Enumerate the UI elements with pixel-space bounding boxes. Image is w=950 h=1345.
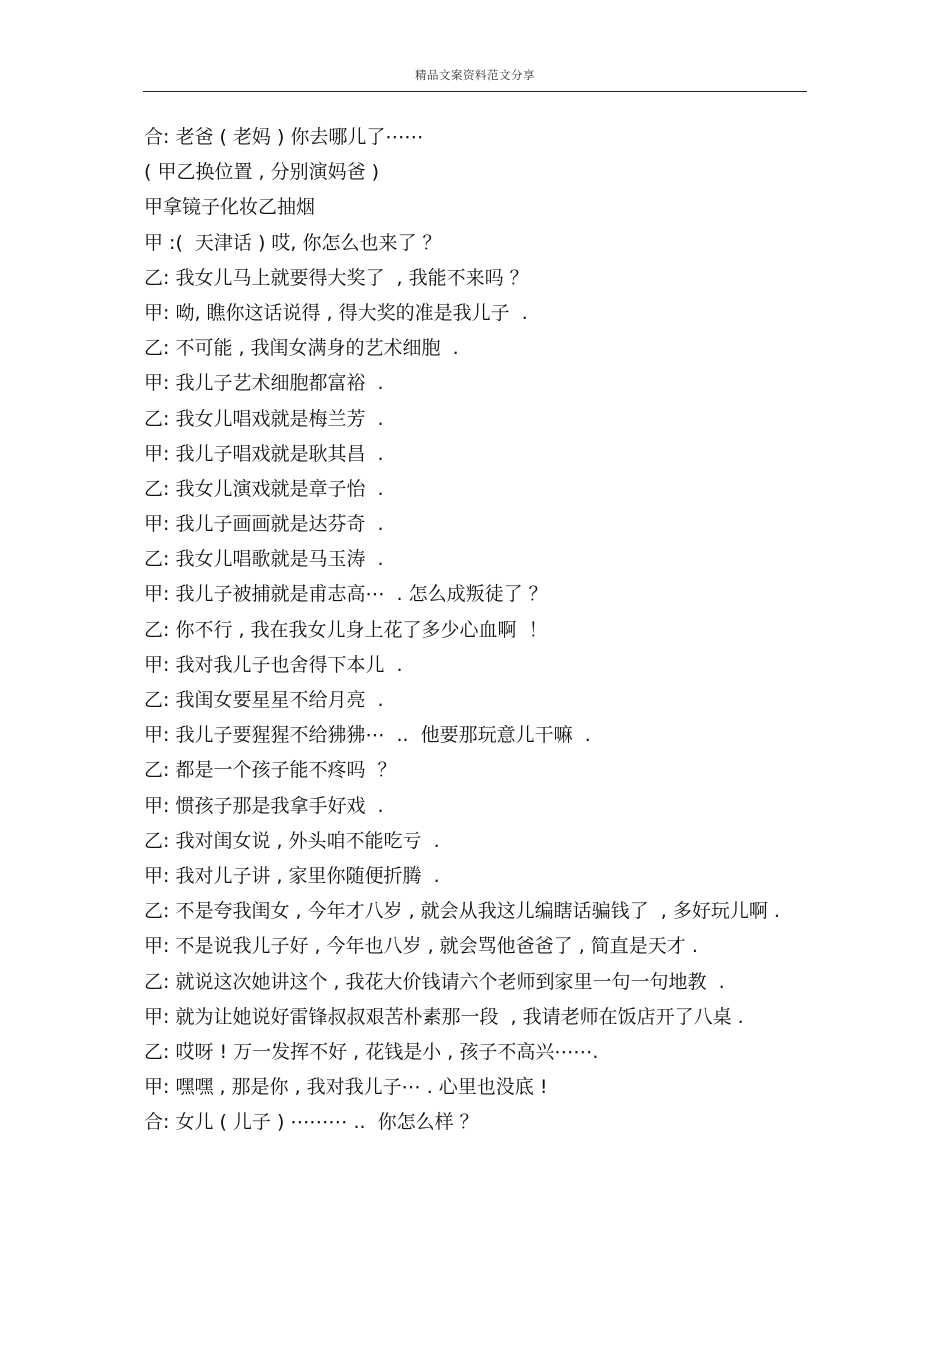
dialogue-line: 甲 :( 天津话 ) 哎, 你怎么也来了 ？ xyxy=(144,231,442,254)
dialogue-line: 甲: 我儿子被捕就是甫志高⋯ . 怎么成叛徒了 ？ xyxy=(144,583,548,606)
dialogue-line: 甲: 我儿子画画就是达芬奇 . xyxy=(144,513,384,536)
dialogue-line: 乙: 我闺女要星星不给月亮 . xyxy=(144,689,384,711)
dialogue-line: 乙: 哎呀 ! 万一发挥不好 , 花钱是小 , 孩子不高兴⋯⋯. xyxy=(144,1040,599,1063)
dialogue-line: 甲: 惯孩子那是我拿手好戏 . xyxy=(144,794,384,817)
dialogue-line: 乙: 我女儿唱歌就是马玉涛 . xyxy=(144,548,384,571)
dialogue-line: 甲: 我儿子艺术细胞都富裕 . xyxy=(144,372,384,395)
dialogue-line: 甲: 我儿子唱戏就是耿其昌 . xyxy=(144,442,384,465)
page-header xyxy=(143,64,807,92)
dialogue-line: 乙: 不可能 , 我闺女满身的艺术细胞 . xyxy=(144,337,459,360)
stage-direction: 甲拿镜子化妆乙抽烟 xyxy=(144,196,316,219)
dialogue-line: 甲: 我对我儿子也舍得下本儿 . xyxy=(144,653,403,676)
dialogue-line: 甲: 嘿嘿 , 那是你 , 我对我儿子⋯ . 心里也没底 ! xyxy=(144,1076,548,1099)
dialogue-line: 乙: 我女儿演戏就是章子怡 . xyxy=(144,477,384,500)
dialogue-line: 乙: 你不行 , 我在我女儿身上花了多少心血啊 ！ xyxy=(144,618,548,641)
script-body xyxy=(144,120,808,1140)
dialogue-line: 乙: 不是夸我闺女 , 今年才八岁 , 就会从我这儿编瞎话骗钱了 , 多好玩儿啊 . xyxy=(144,900,780,923)
dialogue-line: 合: 老爸 ( 老妈 ) 你去哪儿了⋯⋯ xyxy=(144,126,424,148)
dialogue-line: 甲: 我儿子要猩猩不给狒狒⋯ .. 他要那玩意儿干嘛 . xyxy=(144,724,591,747)
dialogue-line: 甲: 不是说我儿子好 , 今年也八岁 , 就会骂他爸爸了 , 简直是天才 . xyxy=(144,935,698,958)
header-title: 精品文案资料范文分享 xyxy=(415,68,535,82)
dialogue-line: 乙: 都是一个孩子能不疼吗 ？ xyxy=(144,759,397,782)
dialogue-line: 甲: 我对儿子讲 , 家里你随便折腾 . xyxy=(144,864,440,887)
dialogue-line: 甲: 就为让她说好雷锋叔叔艰苦朴素那一段 , 我请老师在饭店开了八桌 . xyxy=(144,1005,744,1028)
stage-direction: ( 甲乙换位置 , 分别演妈爸 ) xyxy=(144,161,380,184)
dialogue-line: 合: 女儿 ( 儿子 ) ⋯⋯⋯ .. 你怎么样 ？ xyxy=(144,1111,479,1134)
dialogue-line: 乙: 我对闺女说 , 外头咱不能吃亏 . xyxy=(144,829,440,852)
dialogue-line: 乙: 就说这次她讲这个 , 我花大价钱请六个老师到家里一句一句地教 . xyxy=(144,970,725,993)
dialogue-line: 乙: 我女儿马上就要得大奖了 , 我能不来吗 ？ xyxy=(144,266,529,289)
dialogue-line: 乙: 我女儿唱戏就是梅兰芳 . xyxy=(144,407,384,430)
dialogue-line: 甲: 呦, 瞧你这话说得 , 得大奖的准是我儿子 . xyxy=(144,301,528,324)
